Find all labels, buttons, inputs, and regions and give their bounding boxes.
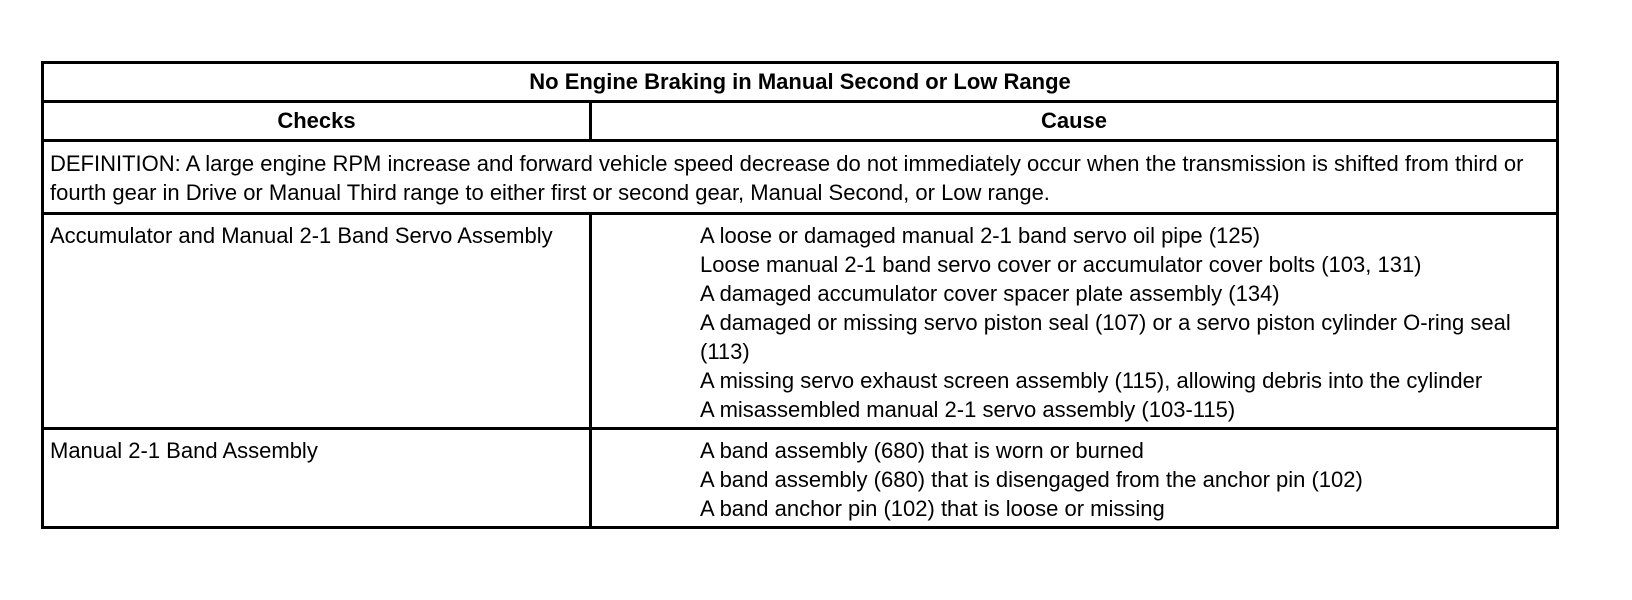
cause-column-header: Cause bbox=[591, 102, 1558, 141]
diagnosis-table bbox=[41, 61, 1559, 529]
cause-item: A damaged or missing servo piston seal (107) or a servo piston cylinder O-ring seal (113) bbox=[700, 310, 1511, 364]
table-row bbox=[43, 214, 1558, 429]
cause-item: A missing servo exhaust screen assembly (115), allowing debris into the cylinder bbox=[700, 368, 1483, 393]
cause-item: A band assembly (680) that is worn or burned bbox=[700, 438, 1144, 463]
table-title: No Engine Braking in Manual Second or Low Range bbox=[43, 63, 1558, 102]
cause-cell bbox=[591, 214, 1558, 429]
check-cell: Manual 2-1 Band Assembly bbox=[43, 429, 591, 528]
title-row bbox=[43, 63, 1558, 102]
definition-row bbox=[43, 141, 1558, 214]
cause-item: A damaged accumulator cover spacer plate assembly (134) bbox=[700, 281, 1280, 306]
table-row bbox=[43, 429, 1558, 528]
cause-item: A band anchor pin (102) that is loose or missing bbox=[700, 496, 1165, 521]
check-cell: Accumulator and Manual 2-1 Band Servo Assembly bbox=[43, 214, 591, 429]
checks-column-header: Checks bbox=[43, 102, 591, 141]
cause-item: A loose or damaged manual 2-1 band servo oil pipe (125) bbox=[700, 223, 1261, 248]
definition-text: DEFINITION: A large engine RPM increase and forward vehicle speed decrease do not immediately occur when the transmission is shifted from third or fourth gear in Drive or Manual Third range to either first or second gear, Manual Second, or Low range. bbox=[43, 141, 1558, 214]
cause-cell bbox=[591, 429, 1558, 528]
cause-item: A misassembled manual 2-1 servo assembly (103-115) bbox=[700, 397, 1236, 422]
cause-item: Loose manual 2-1 band servo cover or accumulator cover bolts (103, 131) bbox=[700, 252, 1422, 277]
header-row bbox=[43, 102, 1558, 141]
cause-item: A band assembly (680) that is disengaged from the anchor pin (102) bbox=[700, 467, 1363, 492]
